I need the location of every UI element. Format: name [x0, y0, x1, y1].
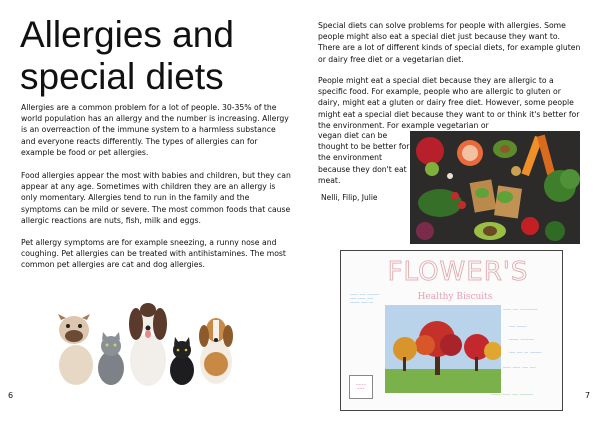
poster-title: FLOWER'S — [387, 257, 529, 287]
poster-handwritten-note: ~~~~~ ~~~~~~~ — [509, 338, 534, 342]
spaniel-figure — [129, 303, 167, 386]
biscuit-package-sketch — [349, 375, 373, 399]
paragraph-special-diets: Special diets can solve problems for people with allergies. Some people might also eat a special diet just because they want to. There are a lot of different kinds of special diets, for example gluten or dairy free diet or a vegetarian diet. — [318, 21, 581, 64]
poster-handwritten-note: ~~~~ ~~~~ ~~~ ~~~ — [503, 366, 536, 370]
poster-handwritten-note-left: ~~~~ ~~~ ~~~~~~ ~~~ ~~~~ ~~~ ~~~~~ ~~~ ~~ — [350, 293, 379, 305]
bulldog-figure — [58, 314, 93, 385]
paragraph-diet-reasons: People might eat a special diet because they are allergic to a specific food. For example, people who are allergic to gluten or dairy, might eat a gluten or dairy free diet. However, some people might eat a special diet because they want to or think it's better for the environment. For example vegetarian or — [318, 76, 580, 130]
package-label-decoration: ~~~~ ~~~ — [355, 382, 367, 390]
paragraph-allergies-intro: Allergies are a common problem for a lot of people. 30-35% of the world population has an allergy and the number is increasing. Allergy is an overreaction of the immune system to a harmless substance and everyone reacts differently. The types of allergies can for example be food or pet allergies. — [21, 103, 289, 157]
title-line-2: special diets — [20, 56, 224, 97]
pets-photo — [56, 290, 238, 388]
page-number-left: 6 — [8, 391, 14, 400]
authors-credit: Nelli, Filip, Julie — [321, 193, 378, 202]
poster-handwritten-note: ~~~ ~~~ ~~ ~~~~~~ — [509, 351, 542, 355]
healthy-biscuits-poster — [340, 250, 563, 411]
poster-handwritten-note: ~~~~~ ~~~~ ~~~ ~~~~~~~ — [491, 393, 534, 397]
beagle-figure — [199, 318, 233, 384]
black-cat-figure — [170, 337, 194, 385]
page-number-right: 7 — [585, 391, 591, 400]
page-title — [20, 14, 300, 98]
autumn-trees-photo — [385, 305, 501, 393]
poster-subtitle: Healthy Biscuits — [417, 292, 493, 302]
paragraph-pet-allergies: Pet allergy symptoms are for example sneezing, a runny nose and coughing. Pet allergies can be treated with antihistamines. The most common pet allergies are cat and dog allergies. — [21, 238, 286, 270]
paragraph-food-allergies: Food allergies appear the most with babies and children, but they can appear at any age. Sometimes with children they are an allergy is only momentary. Allergies tend to run in the family and the symptoms can be mild or severe. The most common foods that cause allergic reactions are nuts, fish, milk and eggs. — [21, 171, 291, 225]
title-line-1: Allergies and — [20, 14, 234, 55]
paragraph-vegan-diet: vegan diet can be thought to be better for the environment because they don't eat meat. — [318, 131, 410, 185]
vegetables-photo — [410, 131, 580, 244]
poster-handwritten-note: ~~~ ~~~~~ — [509, 325, 527, 329]
grey-cat-figure — [98, 332, 124, 385]
poster-handwritten-note: ~~~~ ~~~ ~~~~~~~~~ — [503, 308, 538, 312]
